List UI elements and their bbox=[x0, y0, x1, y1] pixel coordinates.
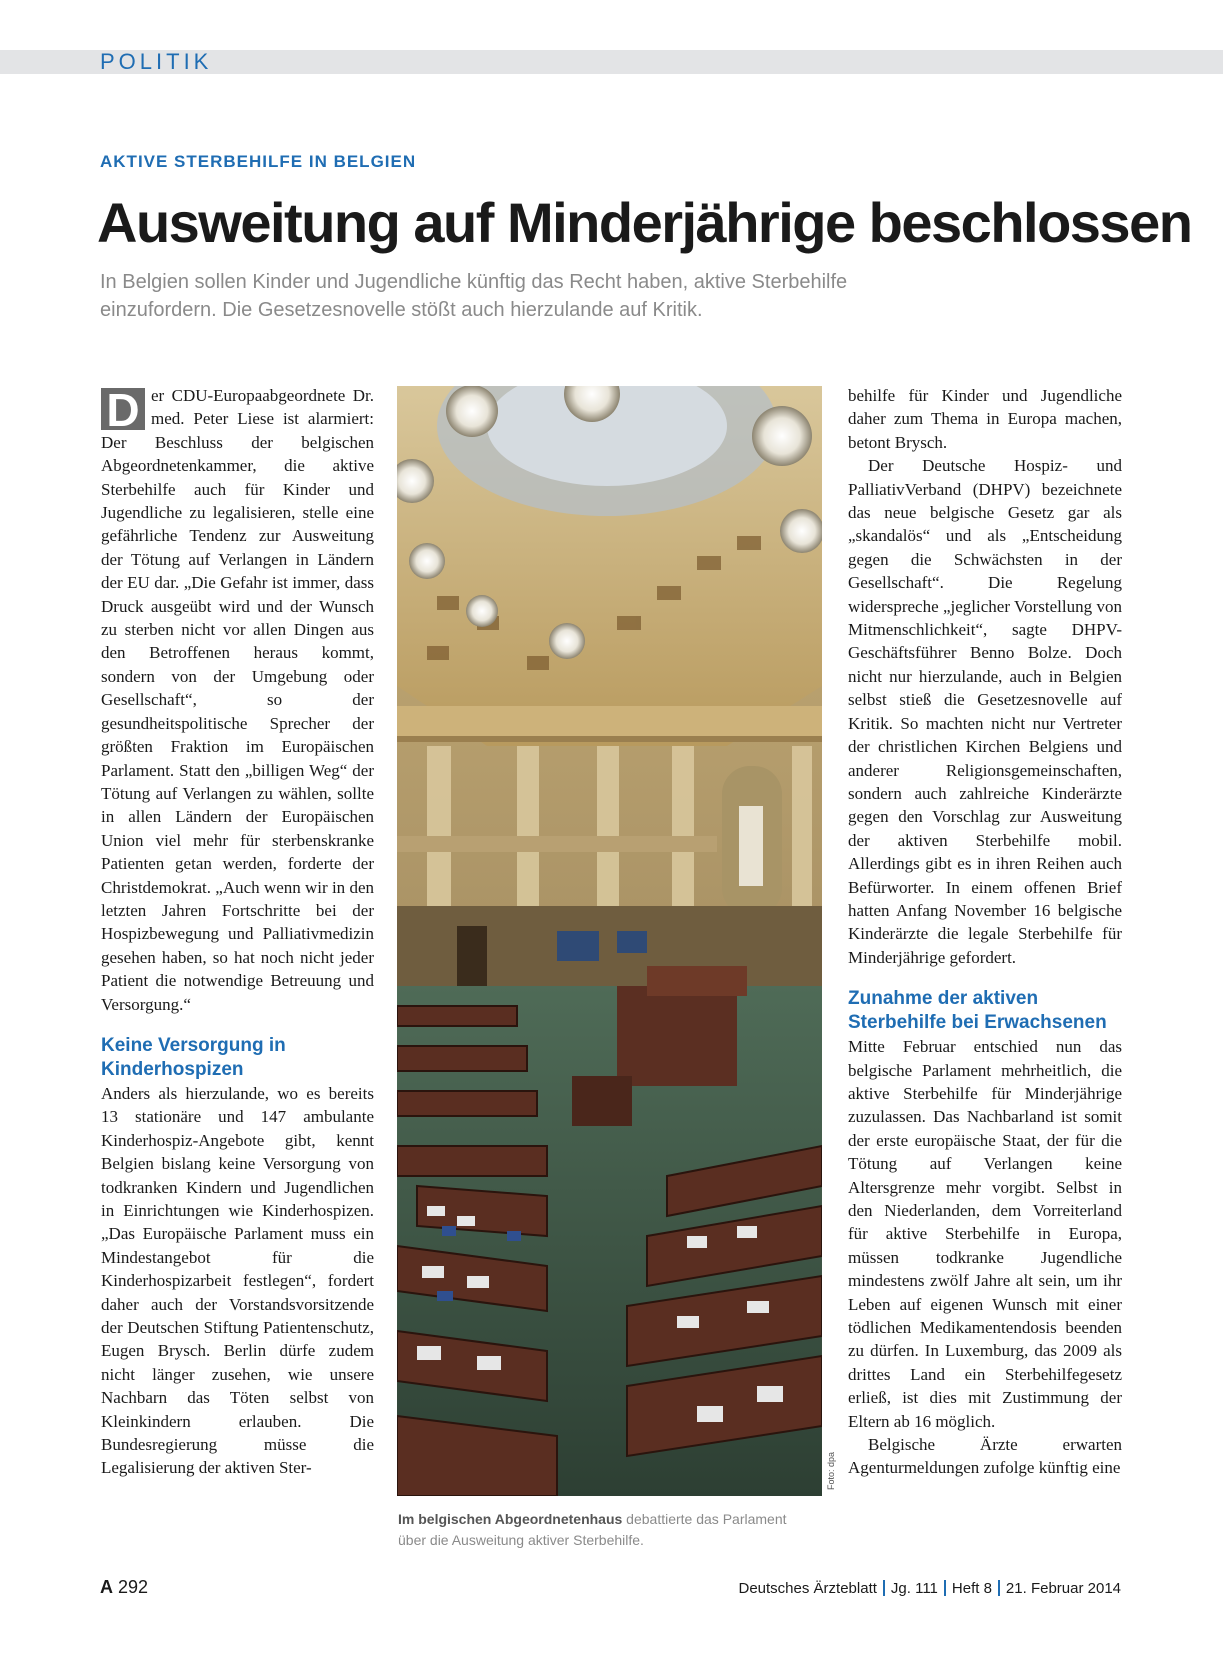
journal-date: 21. Februar 2014 bbox=[1005, 1580, 1121, 1597]
section-label: POLITIK bbox=[100, 49, 213, 74]
journal-issue: Heft 8 bbox=[951, 1580, 992, 1597]
journal-volume: Jg. 111 bbox=[890, 1580, 938, 1597]
article-column-left bbox=[101, 384, 374, 1550]
article-kicker: AKTIVE STERBEHILFE IN BELGIEN bbox=[100, 152, 417, 171]
journal-footer bbox=[739, 1580, 1122, 1597]
page-number bbox=[100, 1577, 148, 1598]
footer-separator bbox=[883, 1580, 885, 1596]
drop-cap: D bbox=[101, 388, 145, 430]
paragraph-4: Der Deutsche Hospiz- und PalliativVerband (DHPV) bezeichnete das neue belgische Gesetz gar als „skandalös“ und als „Entscheidung gegen die Schwächsten in der Gesellschaft“. Die Regelung widerspreche „jeglicher Vorstellung von Mitmenschlichkeit“, sagte DHPV-Geschäftsführer Benno Bolze. Doch nicht nur hierzulande, auch in Belgien selbst stieß die Gesetzesnovelle auf Kritik. So machten nicht nur Vertreter der christlichen Kirchen Belgiens und anderer Religionsgemeinschaften, sondern auch zahlreiche Kinderärzte gegen den Vorschlag zur Ausweitung der aktiven Sterbehilfe mobil. Allerdings gibt es in ihren Reihen auch Befürworter. In einem offenen Brief hatten Anfang November 16 belgische Kinderärzte die legale Sterbehilfe für Minderjährige gefordert. bbox=[848, 456, 1122, 967]
subheading-kinderhospize: Keine Versorgung in Kinderhospizen bbox=[101, 1034, 286, 1080]
page-number-value: 292 bbox=[118, 1577, 149, 1597]
subheading-erwachsene: Zunahme der aktiven Sterbehilfe bei Erwachsenen bbox=[848, 988, 1107, 1034]
paragraph-5: Mitte Februar entschied nun das belgische Parlament mehrheitlich, die aktive Sterbehilfe für Minderjährige zuzulassen. Das Nachbarland ist somit der erste europäische Staat, der für die Tötung auf Verlangen keine Altersgrenze mehr vorgibt. Selbst in den Niederlanden, dem Vorreiterland für aktive Sterbehilfe in Europa, müssen todkranke Jugendliche mindestens zwölf Jahre alt sein, um ihr Leben auf eigenen Wunsch mit einer tödlichen Medikamentendosis beenden zu dürfen. In Luxemburg, das 2009 als drittes Land ein Sterbehilfegesetz erließ, ist dies mit Zustimmung der Eltern ab 16 möglich. bbox=[848, 1037, 1122, 1431]
article-headline: Ausweitung auf Minderjährige beschlossen bbox=[97, 191, 1192, 254]
footer-separator bbox=[944, 1580, 946, 1596]
footer-separator bbox=[998, 1580, 1000, 1596]
article-column-right bbox=[848, 384, 1122, 1550]
paragraph-3: behilfe für Kinder und Jugendliche daher zum Thema in Europa machen, betont Brysch. bbox=[848, 386, 1122, 452]
page-prefix: A bbox=[100, 1577, 113, 1597]
caption-bold: Im belgischen Abgeordnetenhaus bbox=[398, 1511, 623, 1527]
paragraph-1: er CDU-Europaabgeordnete Dr. med. Peter Liese ist alarmiert: Der Beschluss der belgischen Abgeordnetenkammer, die aktive Sterbehilfe auch für Kinder und Jugendliche zu legalisieren, stelle eine gefährliche Tendenz zur Ausweitung der Tötung auf Verlangen in Ländern der EU dar. „Die Gefahr ist immer, dass Druck ausgeübt wird und der Wunsch zu sterben nicht vor allen Dingen aus den Betroffenen heraus kommt, sondern von der Umgebung oder Gesellschaft“, so der gesundheitspolitische Sprecher der größten Fraktion im Europäischen Parlament. Statt den „billigen Weg“ der Tötung auf Verlangen zu wählen, sollte in allen Ländern der Europäischen Union viel mehr für sterbenskranke Patienten getan werden, forderte der Christdemokrat. „Auch wenn wir in den letzten Jahren Fortschritte bei der Hospizbewegung und Palliativmedizin gesehen haben, so hat noch nicht jeder Patient die notwendige Betreuung und Versorgung.“ bbox=[101, 386, 374, 1014]
parliament-photo bbox=[397, 386, 822, 1496]
paragraph-2: Anders als hierzulande, wo es bereits 13 stationäre und 147 ambulante Kinderhospiz-Angebote gibt, kennt Belgien bislang keine Versorgung von todkranken Kindern und Jugendlichen in Einrichtungen wie Kinderhospizen. „Das Europäische Parlament muss ein Mindestangebot für die Kinderhospizarbeit festlegen“, fordert daher auch der Vorstandsvorsitzende der Deutschen Stiftung Patientenschutz, Eugen Brysch. Berlin dürfe zudem nicht länger zusehen, wie unsere Nachbarn das Töten selbst von Kleinkindern erlauben. Die Bundesregierung müsse die Legalisierung der aktiven Ster- bbox=[101, 1083, 374, 1478]
caption-text: debattierte das Parlament über die Ausweitung aktiver Sterbehilfe. bbox=[398, 1511, 787, 1548]
article-lead: In Belgien sollen Kinder und Jugendliche künftig das Recht haben, aktive Sterbehilfe einzufordern. Die Gesetzesnovelle stößt auch hierzulande auf Kritik. bbox=[100, 271, 848, 321]
paragraph-6: Belgische Ärzte erwarten Agenturmeldungen zufolge künftig eine bbox=[848, 1435, 1122, 1478]
photo-caption bbox=[398, 1509, 818, 1551]
journal-name: Deutsches Ärzteblatt bbox=[738, 1580, 877, 1597]
photo-credit: Foto: dpa bbox=[826, 1451, 836, 1490]
